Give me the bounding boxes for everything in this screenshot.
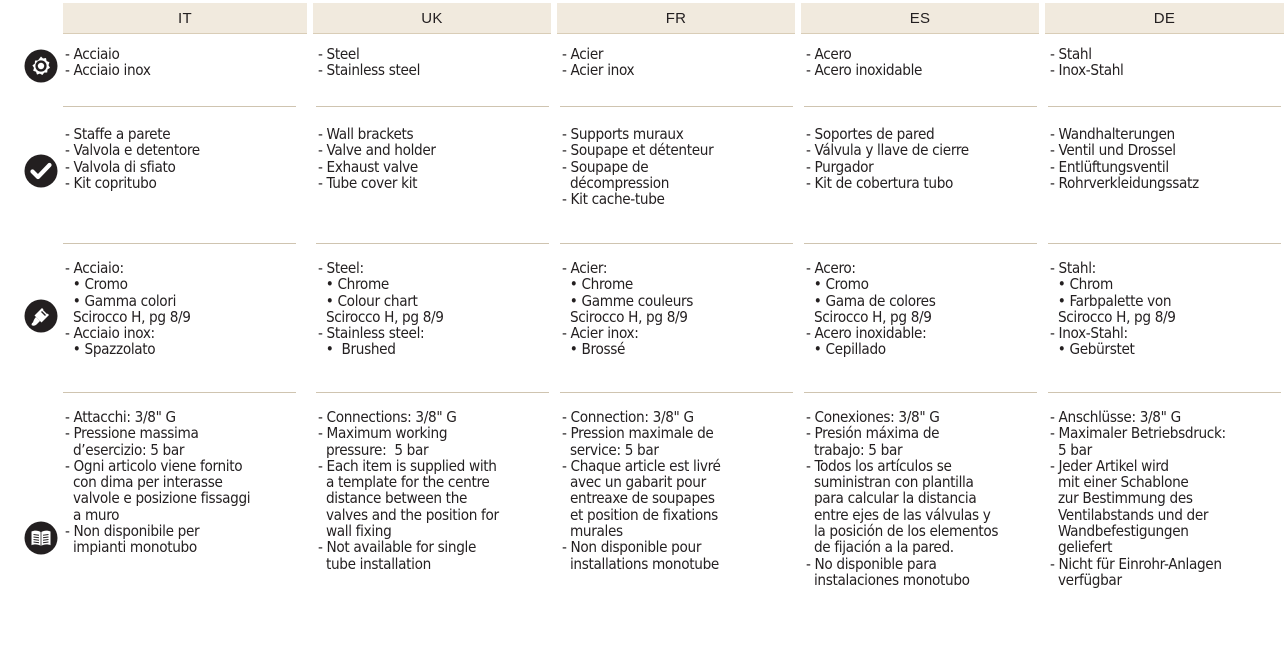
cell-material-it	[63, 46, 291, 79]
cell-line: - Wandhalterungen	[1049, 125, 1175, 143]
cell-line: - Wall brackets	[317, 125, 414, 143]
row-divider	[560, 243, 793, 244]
cell-line: • Gamma colori	[72, 291, 177, 310]
cell-technical-es	[804, 409, 1032, 588]
cell-line: service: 5 bar	[561, 440, 659, 459]
cell-line: - Steel:	[317, 259, 364, 277]
cell-line: - Connection: 3/8" G	[561, 408, 694, 426]
cell-included-es	[804, 126, 1032, 191]
cell-line: - Kit cache-tube	[561, 190, 665, 209]
cell-finish-es	[804, 260, 1032, 358]
cell-material-uk	[316, 46, 544, 79]
cell-line: - Purgador	[805, 157, 874, 176]
cell-line: geliefert	[1049, 538, 1113, 557]
cell-line: - Pression maximale de	[561, 424, 714, 443]
row-divider	[316, 392, 549, 393]
cell-line: - Jeder Artikel wird	[1049, 456, 1169, 475]
cell-line: - Acero inoxidable	[805, 61, 923, 80]
cell-material-es	[804, 46, 1032, 79]
cell-line: • Cromo	[813, 275, 869, 294]
cell-line: - Soupape de	[561, 157, 649, 176]
cell-line: 5 bar	[1049, 440, 1092, 459]
cell-line: impianti monotubo	[64, 538, 197, 557]
cell-line: para calcular la distancia	[805, 489, 977, 508]
cell-line: Scirocco H, pg 8/9	[805, 307, 932, 326]
cell-line: Ventilabstands und der	[1049, 505, 1209, 524]
row-divider	[560, 392, 793, 393]
cell-line: • Chrome	[569, 275, 633, 294]
cell-line: - Stainless steel	[317, 61, 421, 80]
cell-line: - No disponible para	[805, 554, 937, 573]
cell-line: - Steel	[317, 45, 360, 63]
cell-line: - Entlüftungsventil	[1049, 157, 1169, 176]
cell-line: valvole e posizione fissaggi	[64, 489, 251, 508]
cell-line: • Colour chart	[325, 291, 418, 310]
row-divider	[560, 106, 793, 107]
cell-line: suministran con plantilla	[805, 473, 974, 492]
cell-line: - Nicht für Einrohr-Anlagen	[1049, 554, 1222, 573]
row-divider	[804, 243, 1037, 244]
cell-line: - Valve and holder	[317, 141, 436, 160]
cell-line: - Acciaio	[64, 45, 120, 63]
row-divider	[316, 243, 549, 244]
cell-line: - Inox-Stahl	[1049, 61, 1124, 80]
cell-line: - Ogni articolo viene fornito	[64, 456, 243, 475]
cell-line: décompression	[561, 173, 670, 192]
cell-line: - Inox-Stahl:	[1049, 324, 1128, 343]
cell-line: • Cromo	[72, 275, 128, 294]
row-divider	[1048, 243, 1281, 244]
cell-line: • Farbpalette von	[1057, 291, 1172, 310]
cell-line: Scirocco H, pg 8/9	[561, 307, 688, 326]
cell-line: - Tube cover kit	[317, 173, 418, 192]
cell-line: murales	[561, 522, 623, 541]
cell-material-fr	[560, 46, 788, 79]
cell-line: • Cepillado	[813, 340, 886, 359]
cell-line: Scirocco H, pg 8/9	[64, 307, 191, 326]
cell-line: instalaciones monotubo	[805, 570, 970, 589]
cell-line: • Brossé	[569, 340, 626, 359]
cell-finish-it	[63, 260, 291, 358]
cell-line: - Acier	[561, 45, 604, 63]
cell-technical-it	[63, 409, 291, 556]
cell-line: - Each item is supplied with	[317, 456, 497, 475]
material-nut-icon	[24, 49, 58, 83]
row-divider	[316, 106, 549, 107]
cell-line: wall fixing	[317, 522, 392, 541]
cell-technical-de	[1048, 409, 1276, 588]
cell-line: - Stahl:	[1049, 259, 1096, 277]
cell-included-it	[63, 126, 291, 191]
cell-included-de	[1048, 126, 1276, 191]
cell-line: a template for the centre	[317, 473, 490, 492]
cell-line: - Soupape et détenteur	[561, 141, 714, 160]
header-it: IT	[63, 3, 307, 34]
row-divider	[1048, 106, 1281, 107]
cell-line: - Acero inoxidable:	[805, 324, 927, 343]
cell-line: Wandbefestigungen	[1049, 522, 1189, 541]
cell-line: • Chrom	[1057, 275, 1113, 294]
cell-line: - Non disponible pour	[561, 538, 702, 557]
cell-line: - Soportes de pared	[805, 125, 935, 143]
cell-line: • Gama de colores	[813, 291, 936, 310]
cell-material-de	[1048, 46, 1276, 79]
cell-line: con dima per interasse	[64, 473, 223, 492]
cell-line: - Acciaio inox	[64, 61, 151, 80]
cell-line: - Anschlüsse: 3/8" G	[1049, 408, 1181, 426]
cell-line: - Rohrverkleidungssatz	[1049, 173, 1199, 192]
cell-line: entre ejes de las válvulas y	[805, 505, 991, 524]
cell-line: • Gebürstet	[1057, 340, 1135, 359]
cell-line: d’esercizio: 5 bar	[64, 440, 185, 459]
cell-line: Scirocco H, pg 8/9	[317, 307, 444, 326]
checkmark-included-icon	[24, 154, 58, 188]
cell-finish-fr	[560, 260, 788, 358]
cell-line: - Maximaler Betriebsdruck:	[1049, 424, 1226, 443]
manual-book-icon	[24, 521, 58, 555]
cell-included-fr	[560, 126, 788, 207]
cell-line: valves and the position for	[317, 505, 499, 524]
row-divider	[63, 392, 296, 393]
cell-line: entreaxe de soupapes	[561, 489, 715, 508]
cell-line: - Connections: 3/8" G	[317, 408, 457, 426]
cell-line: - Pressione massima	[64, 424, 199, 443]
cell-line: - Not available for single	[317, 538, 477, 557]
paint-brush-finish-icon	[24, 299, 58, 333]
cell-line: la posición de los elementos	[805, 522, 999, 541]
row-divider	[63, 106, 296, 107]
cell-line: installations monotube	[561, 554, 719, 573]
cell-included-uk	[316, 126, 544, 191]
cell-line: - Stainless steel:	[317, 324, 425, 343]
cell-line: - Ventil und Drossel	[1049, 141, 1176, 160]
cell-line: verfügbar	[1049, 570, 1122, 589]
cell-line: - Acciaio:	[64, 259, 124, 277]
cell-technical-fr	[560, 409, 788, 572]
cell-technical-uk	[316, 409, 544, 572]
cell-line: Scirocco H, pg 8/9	[1049, 307, 1176, 326]
cell-line: - Acier inox:	[561, 324, 639, 343]
cell-line: - Acier inox	[561, 61, 635, 80]
header-de: DE	[1045, 3, 1284, 34]
cell-line: et position de fixations	[561, 505, 718, 524]
cell-line: zur Bestimmung des	[1049, 489, 1193, 508]
cell-finish-uk	[316, 260, 544, 358]
cell-line: - Válvula y llave de cierre	[805, 141, 969, 160]
header-uk: UK	[313, 3, 551, 34]
cell-line: - Stahl	[1049, 45, 1092, 63]
cell-line: de fijación a la pared.	[805, 538, 954, 557]
cell-line: - Exhaust valve	[317, 157, 418, 176]
cell-line: • Brushed	[325, 340, 396, 359]
cell-line: - Presión máxima de	[805, 424, 940, 443]
cell-line: - Acero:	[805, 259, 856, 277]
cell-line: a muro	[64, 505, 120, 524]
cell-line: - Acciaio inox:	[64, 324, 155, 343]
cell-line: • Spazzolato	[72, 340, 156, 359]
cell-line: - Non disponibile per	[64, 522, 200, 541]
row-divider	[804, 392, 1037, 393]
cell-line: avec un gabarit pour	[561, 473, 706, 492]
cell-line: - Acero	[805, 45, 852, 63]
cell-line: - Staffe a parete	[64, 125, 171, 143]
cell-line: - Conexiones: 3/8" G	[805, 408, 940, 426]
header-es: ES	[801, 3, 1039, 34]
cell-line: - Attacchi: 3/8" G	[64, 408, 176, 426]
cell-line: mit einer Schablone	[1049, 473, 1189, 492]
cell-line: - Todos los artículos se	[805, 456, 952, 475]
cell-line: pressure: 5 bar	[317, 440, 429, 459]
row-divider	[63, 243, 296, 244]
language-header-row	[0, 0, 1284, 36]
row-divider	[1048, 392, 1281, 393]
cell-line: - Supports muraux	[561, 125, 684, 143]
header-fr: FR	[557, 3, 795, 34]
cell-line: trabajo: 5 bar	[805, 440, 903, 459]
cell-finish-de	[1048, 260, 1276, 358]
cell-line: - Valvola e detentore	[64, 141, 200, 160]
row-divider	[804, 106, 1037, 107]
cell-line: tube installation	[317, 554, 431, 573]
cell-line: distance between the	[317, 489, 468, 508]
cell-line: - Chaque article est livré	[561, 456, 721, 475]
cell-line: • Chrome	[325, 275, 389, 294]
cell-line: - Kit de cobertura tubo	[805, 173, 954, 192]
cell-line: - Maximum working	[317, 424, 448, 443]
cell-line: - Valvola di sfiato	[64, 157, 176, 176]
cell-line: • Gamme couleurs	[569, 291, 694, 310]
cell-line: - Kit copritubo	[64, 173, 157, 192]
cell-line: - Acier:	[561, 259, 608, 277]
